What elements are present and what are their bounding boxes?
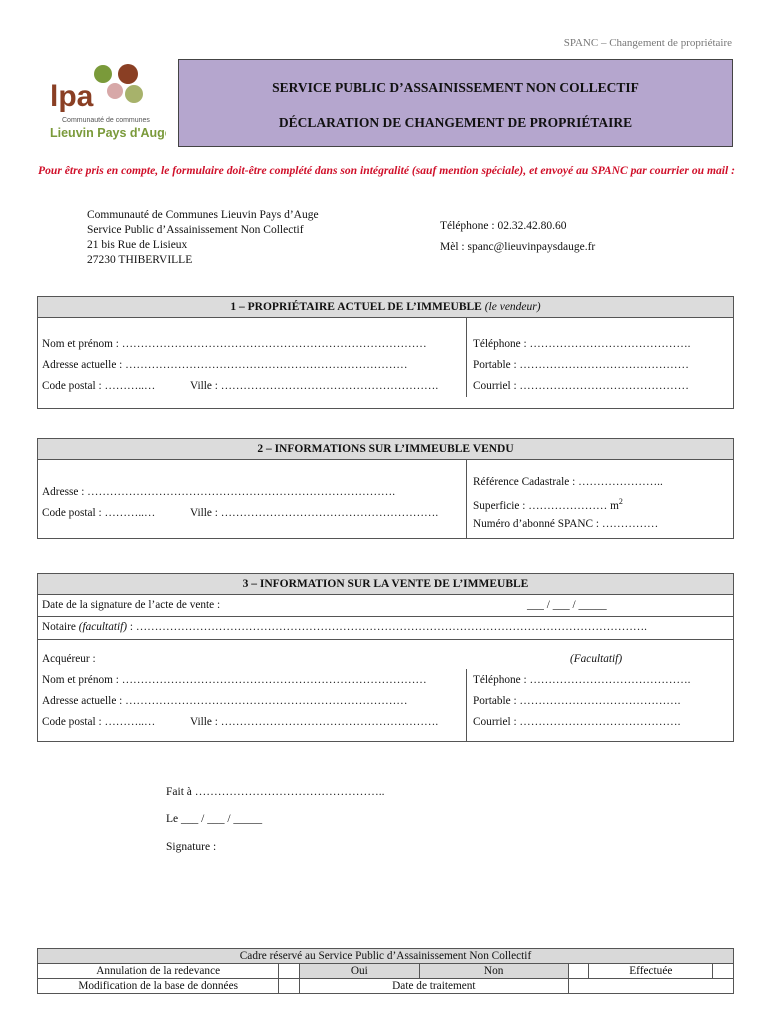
buyer-email-field[interactable]: Courriel : ……………………………………. (473, 716, 681, 728)
address-line: Communauté de Communes Lieuvin Pays d’Auge (87, 209, 319, 221)
divider (466, 459, 467, 539)
owner-city-field[interactable]: Ville : …………………………………………………. (190, 380, 439, 392)
place-field[interactable]: Fait à ………………………………………….. (166, 786, 385, 798)
no-option[interactable]: Non (419, 964, 568, 979)
section2-header: 2 – INFORMATIONS SUR L’IMMEUBLE VENDU (38, 439, 733, 460)
section-sale (37, 573, 734, 742)
address-line: 27230 THIBERVILLE (87, 254, 193, 266)
sale-date-field[interactable]: ___ / ___ / _____ (527, 599, 607, 611)
owner-phone-field[interactable]: Téléphone : ……………………………………. (473, 338, 691, 350)
processing-date-label: Date de traitement (300, 979, 569, 994)
lpa-logo (48, 62, 166, 148)
section1-subtitle: (le vendeur) (484, 301, 541, 313)
notary-optional: (facultatif) (78, 621, 128, 633)
cancel-fee-checkbox-blank[interactable] (279, 964, 300, 979)
property-city-field[interactable]: Ville : …………………………………………………. (190, 507, 439, 519)
logo-small-text: Communauté de communes (62, 117, 150, 124)
buyer-mobile-field[interactable]: Portable : ……………………………………. (473, 695, 681, 707)
database-checkbox[interactable] (279, 979, 300, 994)
owner-email-field[interactable]: Courriel : ……………………………………… (473, 380, 689, 392)
divider (38, 616, 733, 617)
buyer-phone-field[interactable]: Téléphone : ……………………………………. (473, 674, 691, 686)
notary-label: Notaire (42, 621, 76, 633)
buyer-postal-code-field[interactable]: Code postal : ………..… (42, 716, 156, 728)
logo-graphic (48, 62, 166, 148)
section3-header: 3 – INFORMATION SUR LA VENTE DE L’IMMEUBLE (38, 574, 733, 595)
section-property (37, 438, 734, 539)
surface-exponent: 2 (618, 497, 623, 506)
divider (466, 317, 467, 397)
address-line: Service Public d’Assainissement Non Collectif (87, 224, 304, 236)
sale-date-label: Date de la signature de l’acte de vente : (42, 599, 221, 611)
section1-header (38, 297, 733, 318)
property-address-field[interactable]: Adresse : ………………………………………………………………………. (42, 486, 396, 498)
surface-text: Superficie : ………………… m (473, 499, 619, 512)
cadastral-reference-field[interactable]: Référence Cadastrale : ………………….. (473, 476, 663, 488)
notary-dots: : ………………………………………………………………………………………………………………………. (127, 621, 648, 633)
done-checkbox[interactable] (713, 964, 734, 979)
reserved-table (37, 948, 734, 994)
processing-date-field[interactable] (568, 979, 733, 994)
spanc-address (87, 208, 319, 268)
subscriber-number-field[interactable]: Numéro d’abonné SPANC : …………… (473, 518, 659, 530)
date-field[interactable]: Le ___ / ___ / _____ (166, 813, 263, 825)
yes-option[interactable]: Oui (300, 964, 420, 979)
buyer-label: Acquéreur : (42, 653, 96, 665)
divider (38, 639, 733, 640)
section-current-owner (37, 296, 734, 409)
owner-postal-code-field[interactable]: Code postal : ………..… (42, 380, 156, 392)
owner-address-field[interactable]: Adresse actuelle : ………………………………………………………………… (42, 359, 408, 371)
surface-field[interactable] (473, 497, 623, 512)
owner-mobile-field[interactable]: Portable : ……………………………………… (473, 359, 689, 371)
buyer-optional: (Facultatif) (570, 653, 623, 665)
owner-name-field[interactable]: Nom et prénom : ……………………………………………………………………… (42, 338, 427, 350)
notary-field[interactable] (42, 621, 647, 633)
buyer-address-field[interactable]: Adresse actuelle : ………………………………………………………………… (42, 695, 408, 707)
done-option[interactable]: Effectuée (589, 964, 713, 979)
divider (466, 669, 467, 742)
title-line1: SERVICE PUBLIC D’ASSAINISSEMENT NON COLLECTIF (272, 80, 639, 95)
contact-phone: Téléphone : 02.32.42.80.60 (440, 220, 567, 232)
signature-field[interactable]: Signature : (166, 841, 217, 853)
address-line: 21 bis Rue de Lisieux (87, 239, 188, 251)
buyer-name-field[interactable]: Nom et prénom : ……………………………………………………………………… (42, 674, 427, 686)
reserved-title: Cadre réservé au Service Public d’Assainissement Non Collectif (38, 949, 734, 964)
cancel-fee-label: Annulation de la redevance (38, 964, 279, 979)
title-box (178, 59, 733, 147)
checkbox-blank[interactable] (568, 964, 589, 979)
logo-name: Lieuvin Pays d'Auge (50, 126, 166, 140)
logo-acronym: lpa (50, 80, 94, 113)
document-reference: SPANC – Changement de propriétaire (563, 37, 732, 49)
database-change-label: Modification de la base de données (38, 979, 279, 994)
contact-mail: Mèl : spanc@lieuvinpaysdauge.fr (440, 241, 596, 253)
section1-title: 1 – PROPRIÉTAIRE ACTUEL DE L’IMMEUBLE (230, 301, 482, 313)
intro-text: Pour être pris en compte, le formulaire doit-être complété dans son intégralité (sauf mention spéciale), et envoyé au SPANC par courrier ou mail : (38, 164, 735, 177)
title-line2: DÉCLARATION DE CHANGEMENT DE PROPRIÉTAIRE (278, 115, 633, 130)
property-postal-code-field[interactable]: Code postal : ………..… (42, 507, 156, 519)
buyer-city-field[interactable]: Ville : …………………………………………………. (190, 716, 439, 728)
